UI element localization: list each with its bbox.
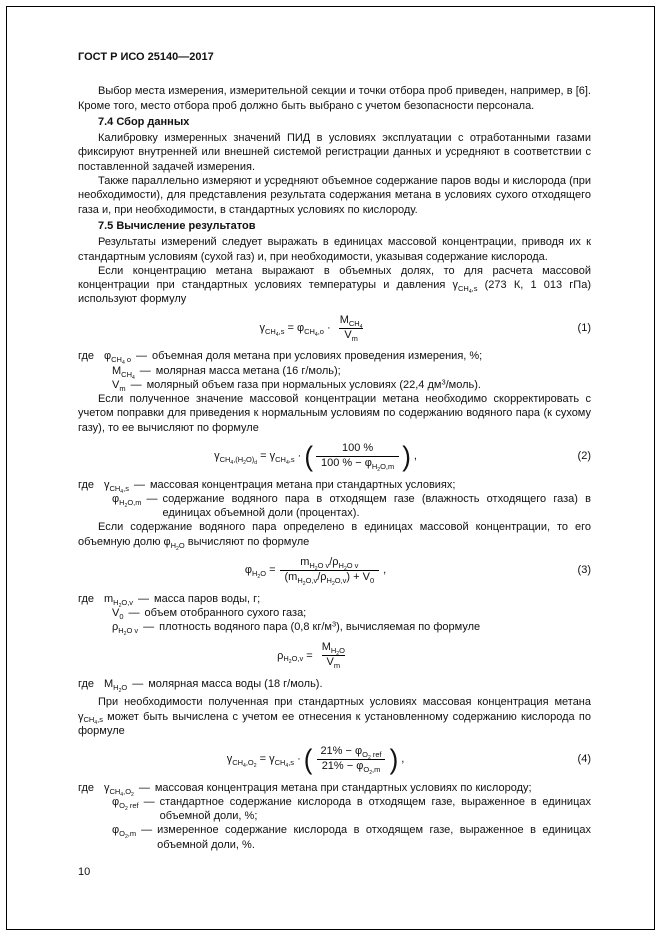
paragraph: Если концентрацию метана выражают в объемных долях, то для расчета массовой концентрации при стандартных условиях температуры и давления $\gamma_{CH_4,s}$ (273 К, 1 013 гПа) используют формулу (78, 264, 591, 306)
definition-row (78, 349, 591, 367)
where-label (78, 364, 104, 378)
where-label (78, 620, 104, 634)
where-label: где (78, 592, 95, 605)
fraction-numerator: $21\% - \varphi_{O_2 ref}$ (320, 745, 382, 762)
formula-2-expression: $\gamma_{CH_4,(H_2O)_d} = \gamma_{CH_4,s}$ · ( $\frac{100 \%}{100 \% - \varphi_{H_2O,m}}$ ) , (214, 440, 417, 473)
formula-2 (78, 442, 591, 471)
definition-row (78, 619, 591, 638)
definition-description: молярная масса метана (16 г/моль); (155, 364, 341, 377)
formula-3-expression (78, 556, 553, 585)
formula-lhs: $\gamma_{CH_4,s} = \varphi_{CH_4,o}$ · (259, 321, 331, 338)
section-heading-7-5: 7.5 Вычисление результатов (98, 219, 256, 232)
fraction (280, 556, 380, 585)
definition-term: $M_{H_2O}$ (104, 677, 128, 694)
definition-dash: — (143, 621, 155, 634)
fraction (317, 641, 350, 670)
definition-term: $\varphi_{CH_4 o}$ (104, 350, 131, 367)
fraction (315, 745, 386, 774)
paragraph: При необходимости полученная при стандартных условиях массовая концентрация метана $\gamma_{CH_4,s}$ может быть вычислена с учетом ее отнесения к установленному содержанию кислорода по формуле (78, 696, 591, 737)
definition-description: измеренное содержание кислорода в отходящем газе, выраженное в единицах объемной доли, %. (157, 824, 591, 851)
paragraph: Калибровку измеренных значений ПИД в условиях эксплуатации с отработанными газами фиксируют внутренней или внешней системой регистрации данных и усредняют в соответствии с поставленной задачей измерения. (78, 132, 591, 173)
definition-dash: — (139, 364, 151, 377)
definition-term: $V_0$ (112, 606, 124, 621)
fraction-denominator: 100 % − $\varphi_{H_2O,m}$ (316, 456, 399, 471)
formula-lhs: $\varphi_{H_2O}$ = (244, 564, 276, 581)
paragraph: Если содержание водяного пара определено в единицах массовой концентрации, то его объемную долю $\varphi_{H_2O}$ вычисляют по формуле (78, 521, 591, 552)
paragraph: Результаты измерений следует выражать в единицах массовой концентрации, приводя их к стандартным условиям (сухой газ) и, при необходимости, указывая содержание кислорода. (78, 236, 591, 263)
page-number: 10 (78, 866, 91, 878)
paragraph: Также параллельно измеряют и усредняют объемное содержание паров воды и кислорода (при необходимости), для представления результата содержания метана в условиях сухого отходящего газа и, при необходимости, в стандартных условиях по кислороду. (78, 175, 591, 216)
where-label (78, 795, 104, 824)
definition-description: объемная доля метана при условиях проведения измерения, %; (152, 350, 483, 363)
definition-row (78, 492, 591, 521)
definition-row (78, 781, 591, 798)
definition-dash: — (128, 606, 140, 619)
definition-indent (104, 620, 112, 634)
definition-description: стандартное содержание кислорода в отходящем газе, выраженное в единицах объемной доли, %; (159, 795, 591, 823)
formula-4-expression: $\gamma_{CH_4,O_2} = \gamma_{CH_4,s}$ · ( $\frac{21\% - \varphi_{O_2 ref}}{21\% - \varphi_{O_2,m}}$ ) , (226, 743, 405, 776)
definition-indent (104, 378, 112, 392)
definition-dash: — (146, 492, 158, 505)
definition-term: $\rho_{H_2O v}$ (112, 621, 139, 638)
formula-post: , (383, 564, 387, 577)
formula-1 (78, 314, 591, 343)
where-label (78, 606, 104, 620)
formula-number: (4) (577, 753, 591, 766)
definition-term: $\varphi_{H_2O,m}$ (112, 492, 142, 509)
definition-indent (104, 795, 112, 824)
fraction-denominator: $21\% - \varphi_{O_2,m}$ (317, 759, 386, 774)
paragraph: Если полученное значение массовой концентрации метана необходимо скорректировать с учетом поправки для приведения к нормальным условиям по содержанию водяного пара (к сухому газу), то ее вычисляют по формуле (78, 393, 591, 434)
definition-dash: — (138, 592, 150, 605)
definition-dash: — (143, 795, 155, 808)
document-header: ГОСТ Р ИСО 25140—2017 (78, 51, 214, 63)
definition-indent (104, 492, 112, 521)
definition-dash: — (138, 781, 150, 794)
definition-description: массовая концентрация метана при стандартных условиях; (149, 478, 456, 491)
definition-indent (104, 606, 112, 620)
definition-row (78, 364, 591, 381)
definition-term: $\gamma_{CH_4,s}$ (104, 478, 129, 495)
formula-post: , (413, 450, 417, 463)
formula-number: (2) (577, 450, 591, 463)
definition-term: $V_m$ (112, 378, 126, 393)
fraction (335, 314, 368, 343)
fraction-denominator: $(m_{H_2O,v}/\rho_{H_2O,v}) + V_0$ (280, 570, 380, 585)
paragraph: Выбор места измерения, измерительной секции и точки отбора проб приведен, например, в [6]. Кроме того, место отбора проб должно быть выбрано с учетом безопасности персонала. (78, 85, 591, 112)
definition-description: плотность водяного пара (0,8 $кг/м^3$), вычисляемая по формуле (159, 619, 481, 634)
definition-description: объем отобранного сухого газа; (144, 606, 307, 619)
where-label: где (78, 350, 95, 363)
fraction (316, 442, 399, 471)
section-heading-7-4: 7.4 Сбор данных (98, 115, 190, 128)
where-label (78, 492, 104, 521)
definition-description: массовая концентрация метана при стандартных условиях по кислороду; (154, 781, 532, 794)
where-label (78, 823, 104, 852)
formula-number: (1) (577, 321, 591, 334)
definition-row (78, 606, 591, 620)
definition-row (78, 823, 591, 852)
definition-description: молярная масса воды (18 г/моль). (148, 677, 323, 690)
definition-row (78, 378, 591, 392)
definition-description: содержание водяного пара в отходящем газе (влажность отходящего газа) в единицах объемной доли (процентах). (162, 492, 591, 520)
formula-post: , (401, 753, 405, 766)
definition-row (78, 592, 591, 609)
formula-lhs: $\rho_{H_2O,v}$ = (277, 649, 313, 666)
definition-term: $M_{CH_4}$ (112, 364, 135, 381)
where-label: где (78, 677, 95, 690)
where-label: где (78, 478, 95, 491)
definition-dash: — (132, 677, 144, 690)
definition-term: $\varphi_{O_2,m}$ (112, 824, 137, 841)
fraction-denominator: $V_m$ (322, 655, 346, 670)
definition-description: масса паров воды, г; (154, 592, 261, 605)
fraction-numerator: $m_{H_2O v}/\rho_{H_2O v}$ (300, 556, 359, 573)
formula-1-expression (78, 314, 553, 343)
formula-lhs: $\gamma_{CH_4,(H_2O)_d} = \gamma_{CH_4,s}$ · (214, 450, 302, 467)
formula-3 (78, 556, 591, 585)
where-label: где (78, 781, 95, 794)
definition-description: молярный объем газа при нормальных условиях (22,4 $дм^3/моль$). (146, 377, 481, 391)
definition-term: $m_{H_2O,v}$ (104, 592, 134, 609)
fraction-numerator: $M_{H_2O}$ (321, 641, 345, 658)
formula-4 (78, 745, 591, 774)
fraction-denominator: $V_m$ (339, 328, 363, 343)
formula-rho-expression (78, 641, 553, 670)
definition-term: $\gamma_{CH_4,O_2}$ (104, 781, 134, 798)
definition-row (78, 478, 591, 495)
definition-dash: — (136, 350, 147, 363)
definition-indent (104, 364, 112, 378)
fraction-numerator: 100 % (342, 442, 374, 455)
definition-dash: — (130, 378, 142, 391)
fraction-numerator: $M_{CH_4}$ (339, 313, 363, 330)
definition-row (78, 795, 591, 824)
definition-indent (104, 823, 112, 852)
formula-number: (3) (577, 564, 591, 577)
definition-term: $\varphi_{O_2 ref}$ (112, 795, 139, 812)
definition-row (78, 677, 591, 694)
document-page (78, 50, 591, 852)
where-label (78, 378, 104, 392)
definition-dash: — (141, 824, 153, 837)
formula-lhs: $\gamma_{CH_4,O_2} = \gamma_{CH_4,s}$ · (226, 753, 301, 770)
definition-dash: — (133, 478, 145, 491)
formula-rho (78, 641, 591, 670)
